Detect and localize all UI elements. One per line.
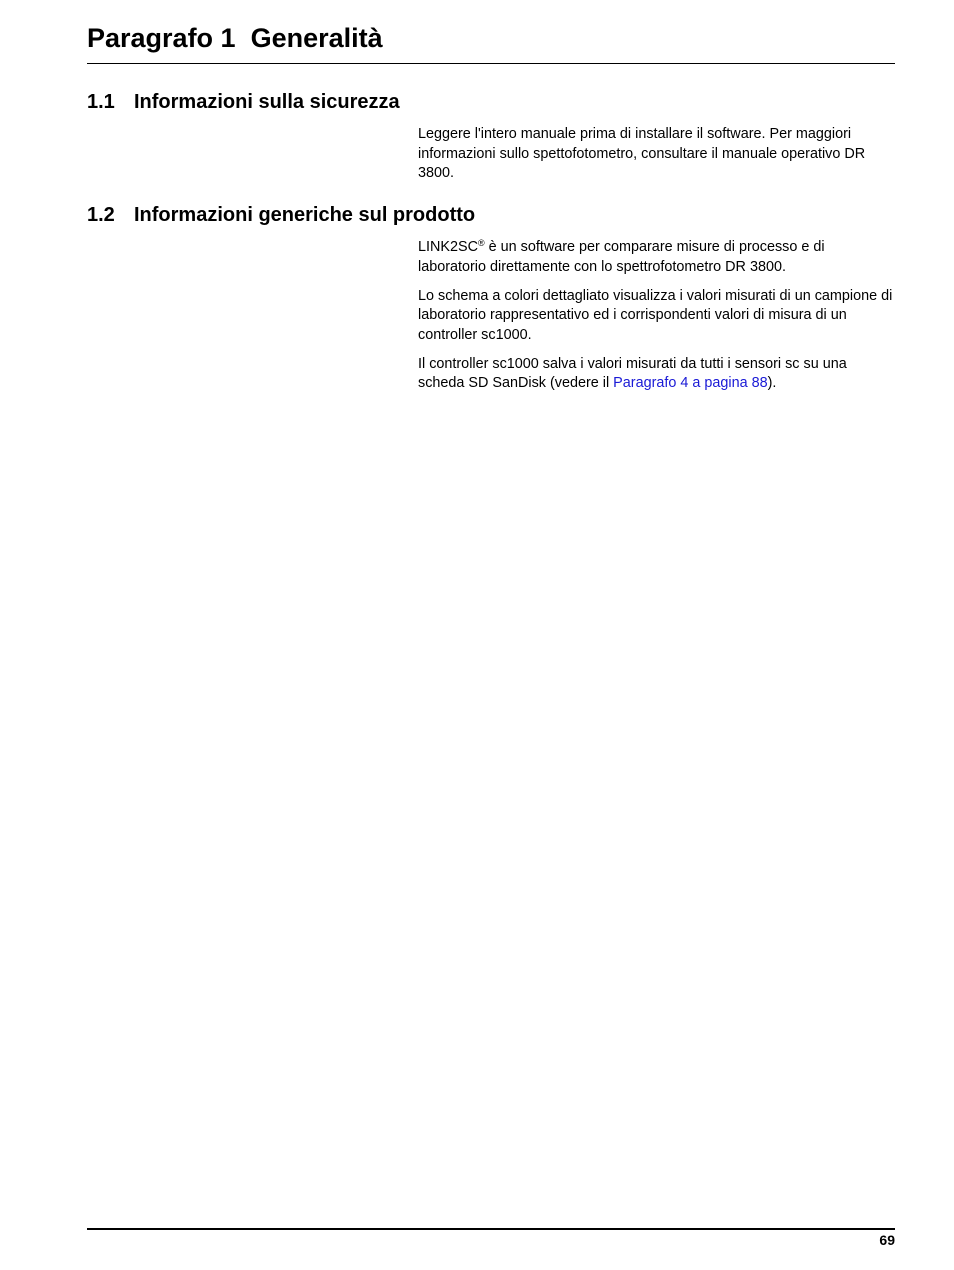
section-title: Informazioni sulla sicurezza <box>134 91 400 113</box>
cross-reference-link[interactable]: Paragrafo 4 a pagina 88 <box>613 375 768 391</box>
paragraph <box>418 238 895 277</box>
paragraph: Leggere l'intero manuale prima di installare il software. Per maggiori informazioni sullo spettofotometro, consultare il manuale operativo DR 3800. <box>418 126 866 181</box>
section-number: 1.2 <box>87 204 115 226</box>
paragraph-text: Il controller sc1000 salva i valori misurati da tutti i sensori sc su una scheda SD SanDisk (vedere il <box>418 355 847 391</box>
title-divider <box>87 63 895 64</box>
section-heading-1-1 <box>87 89 400 115</box>
footer-divider <box>87 1228 895 1230</box>
brand-name: LINK2SC <box>418 239 478 255</box>
section-body-1-1 <box>418 125 895 193</box>
paragraph: Lo schema a colori dettagliato visualizza i valori misurati di un campione di laboratorio rappresentativo ed i corrispondenti valori di misura di un controller sc1000. <box>418 287 893 343</box>
section-number: 1.1 <box>87 91 115 113</box>
paragraph-text: ). <box>767 375 777 391</box>
chapter-title: Paragrafo 1 Generalità <box>87 23 383 53</box>
section-body-1-2 <box>418 238 895 403</box>
paragraph-text: è un software per comparare misure di processo e di laboratorio direttamente con lo spettrofotometro DR 3800. <box>418 239 825 275</box>
section-title: Informazioni generiche sul prodotto <box>134 204 476 226</box>
registered-mark: ® <box>478 238 485 248</box>
page-number: 69 <box>879 1232 895 1248</box>
paragraph <box>418 355 895 394</box>
section-heading-1-2 <box>87 202 475 228</box>
